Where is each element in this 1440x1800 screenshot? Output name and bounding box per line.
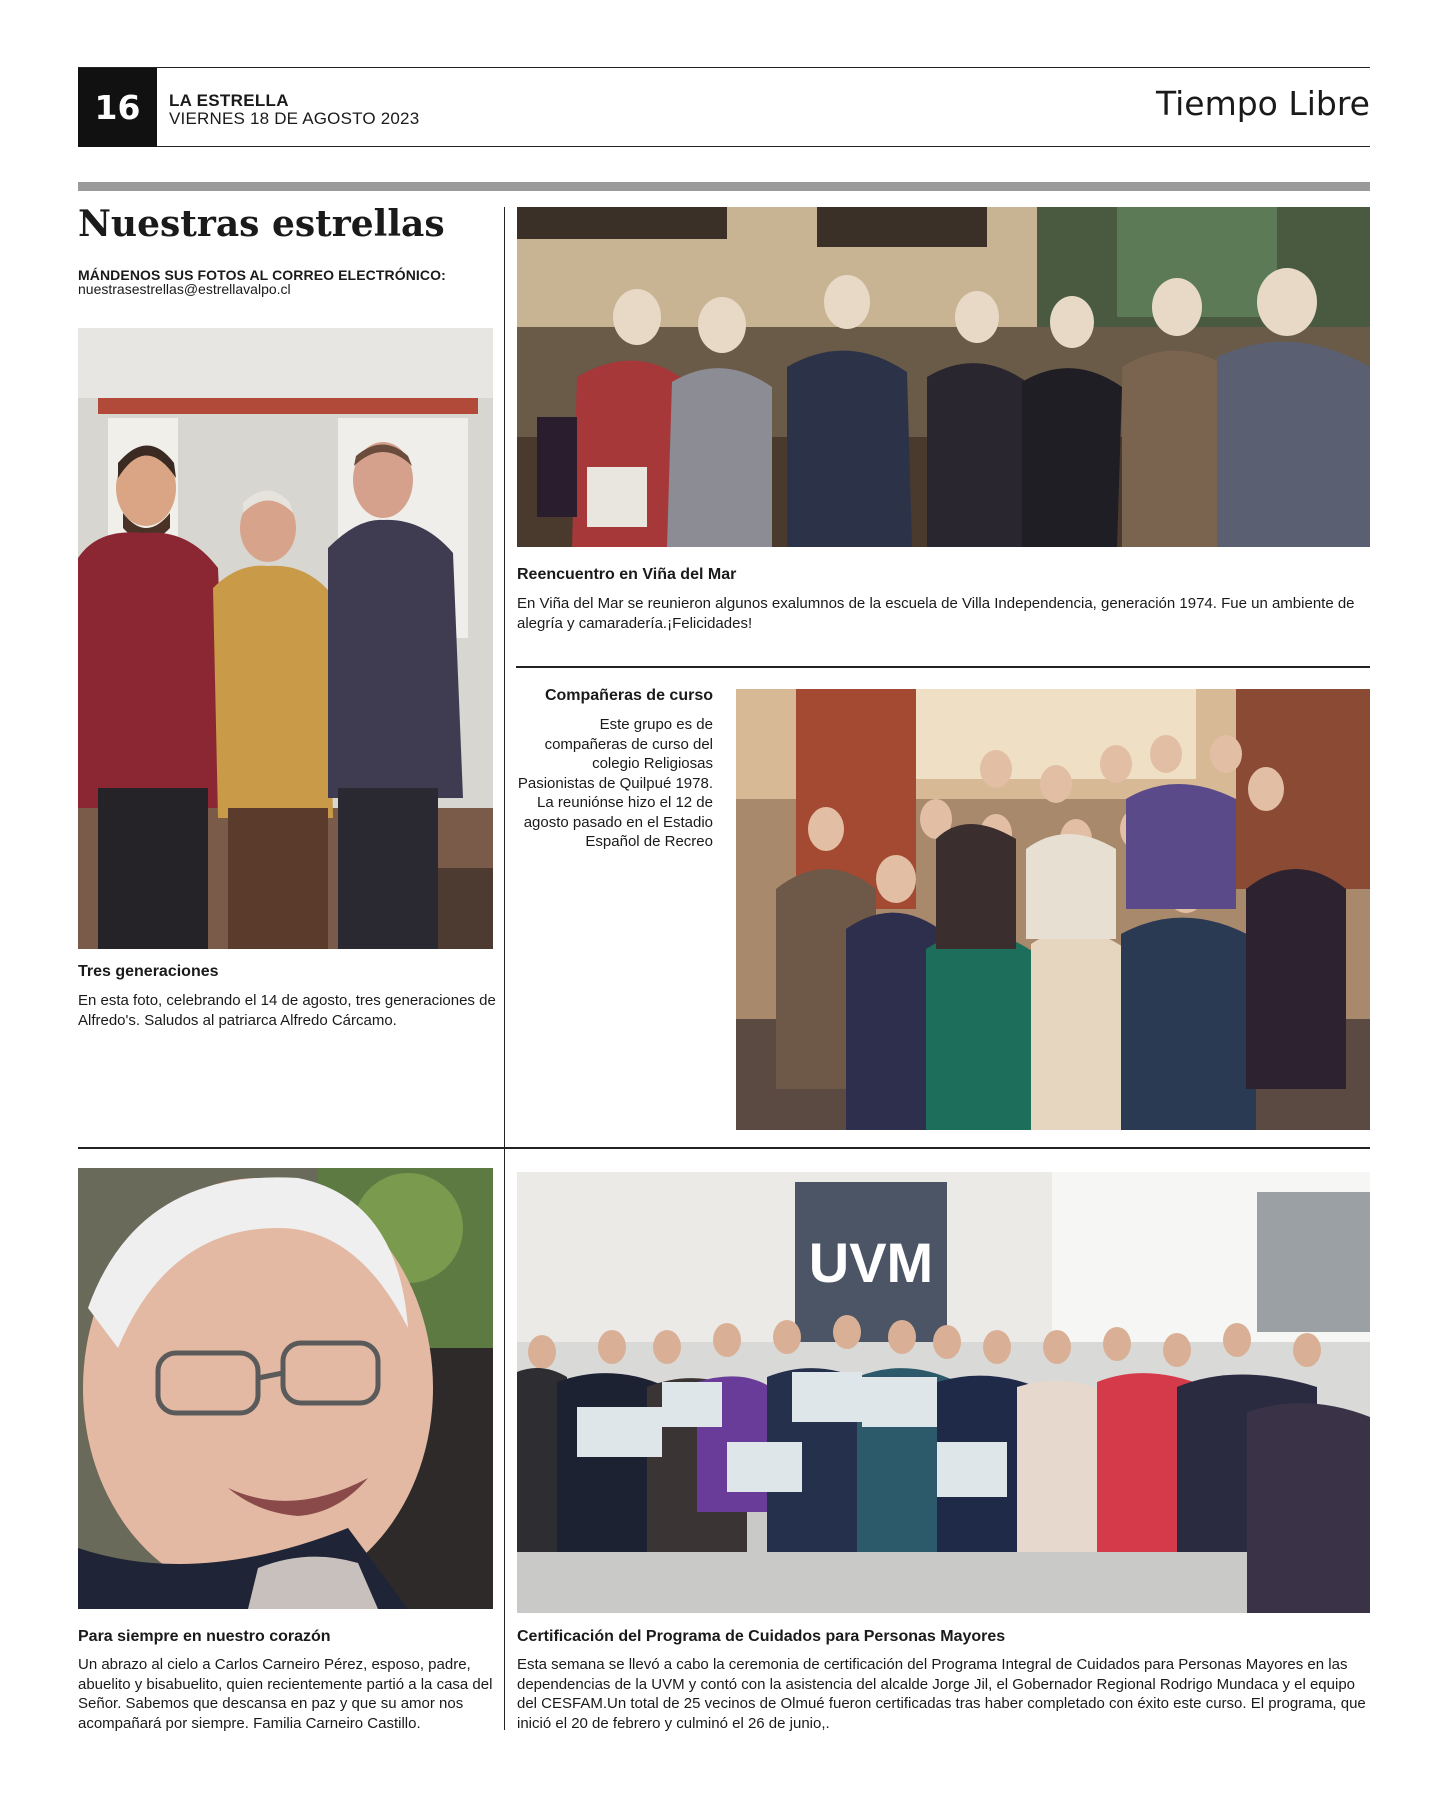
story-divider-right-top xyxy=(516,666,1370,668)
column-title: Nuestras estrellas xyxy=(78,203,445,245)
caption-title-certificacion: Certificación del Programa de Cuidados para Personas Mayores xyxy=(517,1628,1006,1645)
header-bottom-rule xyxy=(78,146,1370,147)
newspaper-name: LA ESTRELLA xyxy=(169,91,289,110)
caption-body-para-siempre: Un abrazo al cielo a Carlos Carneiro Pérez, esposo, padre, abuelito y bisabuelito, quien recientemente partió a la casa del Señor. Sabemos que descansa en paz y que su amor nos acompañará por siempre. Familia Carneiro Castillo. xyxy=(78,1656,493,1732)
issue-date: VIERNES 18 DE AGOSTO 2023 xyxy=(169,109,420,128)
photo-tres-generaciones xyxy=(78,328,493,949)
column-divider-vertical xyxy=(504,207,505,1730)
header-top-rule xyxy=(78,67,1370,68)
submit-email-link[interactable]: nuestrasestrellas@estrellavalpo.cl xyxy=(78,281,291,297)
caption-body-tres-generaciones: En esta foto, celebrando el 14 de agosto, tres generaciones de Alfredo's. Saludos al patriarca Alfredo Cárcamo. xyxy=(78,992,496,1029)
photo-reencuentro xyxy=(517,207,1370,547)
caption-body-certificacion: Esta semana se llevó a cabo la ceremonia de certificación del Programa Integral de Cuidados para Personas Mayores en las dependencias de la UVM y contó con la asistencia del alcalde Jorge Jil, el Gobernador Regional Rodrigo Mundaca y el equipo del CESFAM.Un total de 25 vecinos de Olmué fueron certificadas tras haber completado con éxito este curso. El programa, que inició el 20 de febrero y culminó el 26 de junio,. xyxy=(517,1656,1366,1732)
caption-title-para-siempre: Para siempre en nuestro corazón xyxy=(78,1628,331,1645)
section-divider-bar xyxy=(78,182,1370,191)
caption-body-reencuentro: En Viña del Mar se reunieron algunos exalumnos de la escuela de Villa Independencia, generación 1974. Fue un ambiente de alegría y camaradería.¡Felicidades! xyxy=(517,595,1355,632)
photo-para-siempre xyxy=(78,1168,493,1609)
photo-companeras-de-curso xyxy=(736,689,1370,1130)
section-title: Tiempo Libre xyxy=(1155,84,1370,123)
uvm-sign-text: UVM xyxy=(808,1231,934,1294)
caption-title-companeras: Compañeras de curso xyxy=(544,687,713,704)
page-number: 16 xyxy=(78,68,157,147)
caption-title-reencuentro: Reencuentro en Viña del Mar xyxy=(517,566,737,583)
photo-certificacion-uvm xyxy=(517,1172,1370,1613)
caption-body-companeras: Este grupo es de compañeras de curso del colegio Religiosas Pasionistas de Quilpué 1978. La reuniónse hizo el 12 de agosto pasado en el Estadio Español de Recreo xyxy=(517,716,713,850)
caption-title-tres-generaciones: Tres generaciones xyxy=(78,963,219,980)
submit-photos-label: MÁNDENOS SUS FOTOS AL CORREO ELECTRÓNICO: xyxy=(78,267,446,283)
row-divider-right xyxy=(505,1147,1370,1149)
row-divider-left xyxy=(78,1147,504,1149)
